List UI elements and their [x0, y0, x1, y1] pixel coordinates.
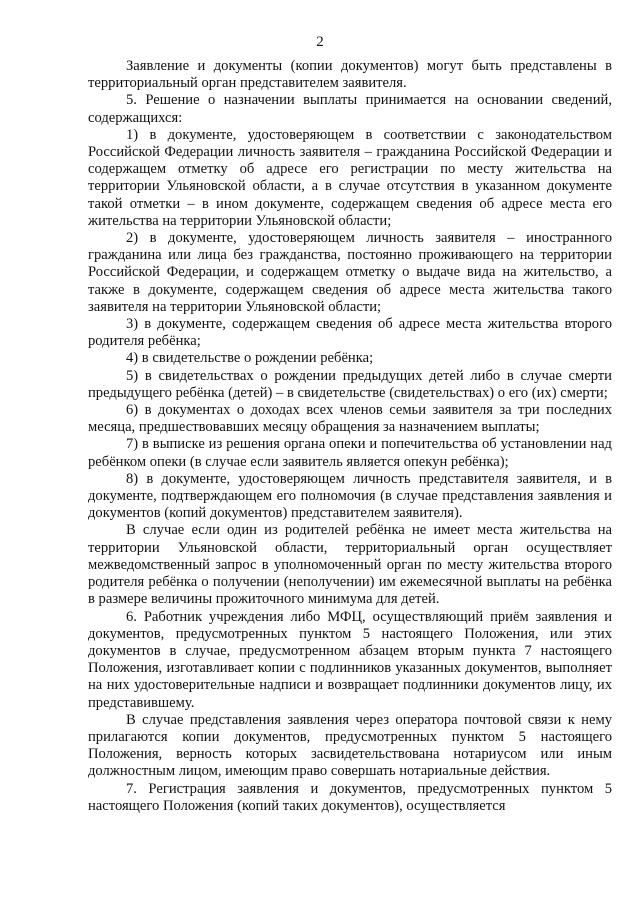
list-item-5: 5) в свидетельствах о рождении предыдущих детей либо в случае смерти предыдущего ребёнка (детей) – в свидетельстве (свидетельствах) о его (их) смерти;	[88, 367, 612, 401]
list-item-7: 7) в выписке из решения органа опеки и попечительства об установлении над ребёнком опеки (в случае если заявитель является опекун ребёнка);	[88, 436, 612, 470]
list-item-2: 2) в документе, удостоверяющем личность заявителя – иностранного гражданина или лица без гражданства, постоянно проживающего на территории Российской Федерации, и содержащем отметку о выдаче вида на жительство, а также в документе, содержащем сведения об адресе места жительства такого заявителя на территории Ульяновской области;	[88, 230, 612, 315]
list-item-3: 3) в документе, содержащем сведения об адресе места жительства второго родителя ребёнка;	[88, 316, 612, 350]
list-item-1: 1) в документе, удостоверяющем в соответствии с законодательством Российской Федерации личность заявителя – гражданина Российской Федерации и содержащем отметку об адресе его регистрации по месту жительства на территории Ульяновской области, а в случае отсутствия в указанном документе такой отметки – в ином документе, содержащем сведения об адресе места его жительства на территории Ульяновской области;	[88, 126, 612, 229]
paragraph-interagency-request: В случае если один из родителей ребёнка не имеет места жительства на территории Ульяновской области, территориальный орган осуществляет межведомственный запрос в уполномоченный орган по месту жительства второго родителя ребёнка о получении (неполучении) им ежемесячной выплаты на ребёнка в размере величины прожиточного минимума для детей.	[88, 522, 612, 608]
paragraph-clause-7: 7. Регистрация заявления и документов, предусмотренных пунктом 5 настоящего Положения (копий таких документов), осуществляется	[88, 780, 612, 814]
paragraph-clause-6: 6. Работник учреждения либо МФЦ, осуществляющий приём заявления и документов, предусмотренных пунктом 5 настоящего Положения, или этих документов в случае, предусмотренном абзацем вторым пункта 7 настоящего Положения, изготавливает копии с подлинников указанных документов, выполняет на них удостоверительные надписи и возвращает подлинники документов лицу, их представившему.	[88, 608, 612, 711]
list-item-6: 6) в документах о доходах всех членов семьи заявителя за три последних месяца, предшествовавших месяцу обращения за назначением выплаты;	[88, 402, 612, 436]
paragraph-representative: Заявление и документы (копии документов) могут быть представлены в территориальный орган представителем заявителя.	[88, 58, 612, 92]
document-body	[88, 58, 612, 815]
list-item-8: 8) в документе, удостоверяющем личность представителя заявителя, и в документе, подтверждающем его полномочия (в случае представления заявления и документов (копий документов) представителем заявителя).	[88, 470, 612, 522]
paragraph-clause-5: 5. Решение о назначении выплаты принимается на основании сведений, содержащихся:	[88, 92, 612, 126]
page-number: 2	[316, 34, 324, 50]
paragraph-postal-submission: В случае представления заявления через оператора почтовой связи к нему прилагаются копии документов, предусмотренных пунктом 5 настоящего Положения, верность которых засвидетельствована нотариусом или иным должностным лицом, имеющим право совершать нотариальные действия.	[88, 711, 612, 780]
list-item-4: 4) в свидетельстве о рождении ребёнка;	[126, 350, 374, 367]
